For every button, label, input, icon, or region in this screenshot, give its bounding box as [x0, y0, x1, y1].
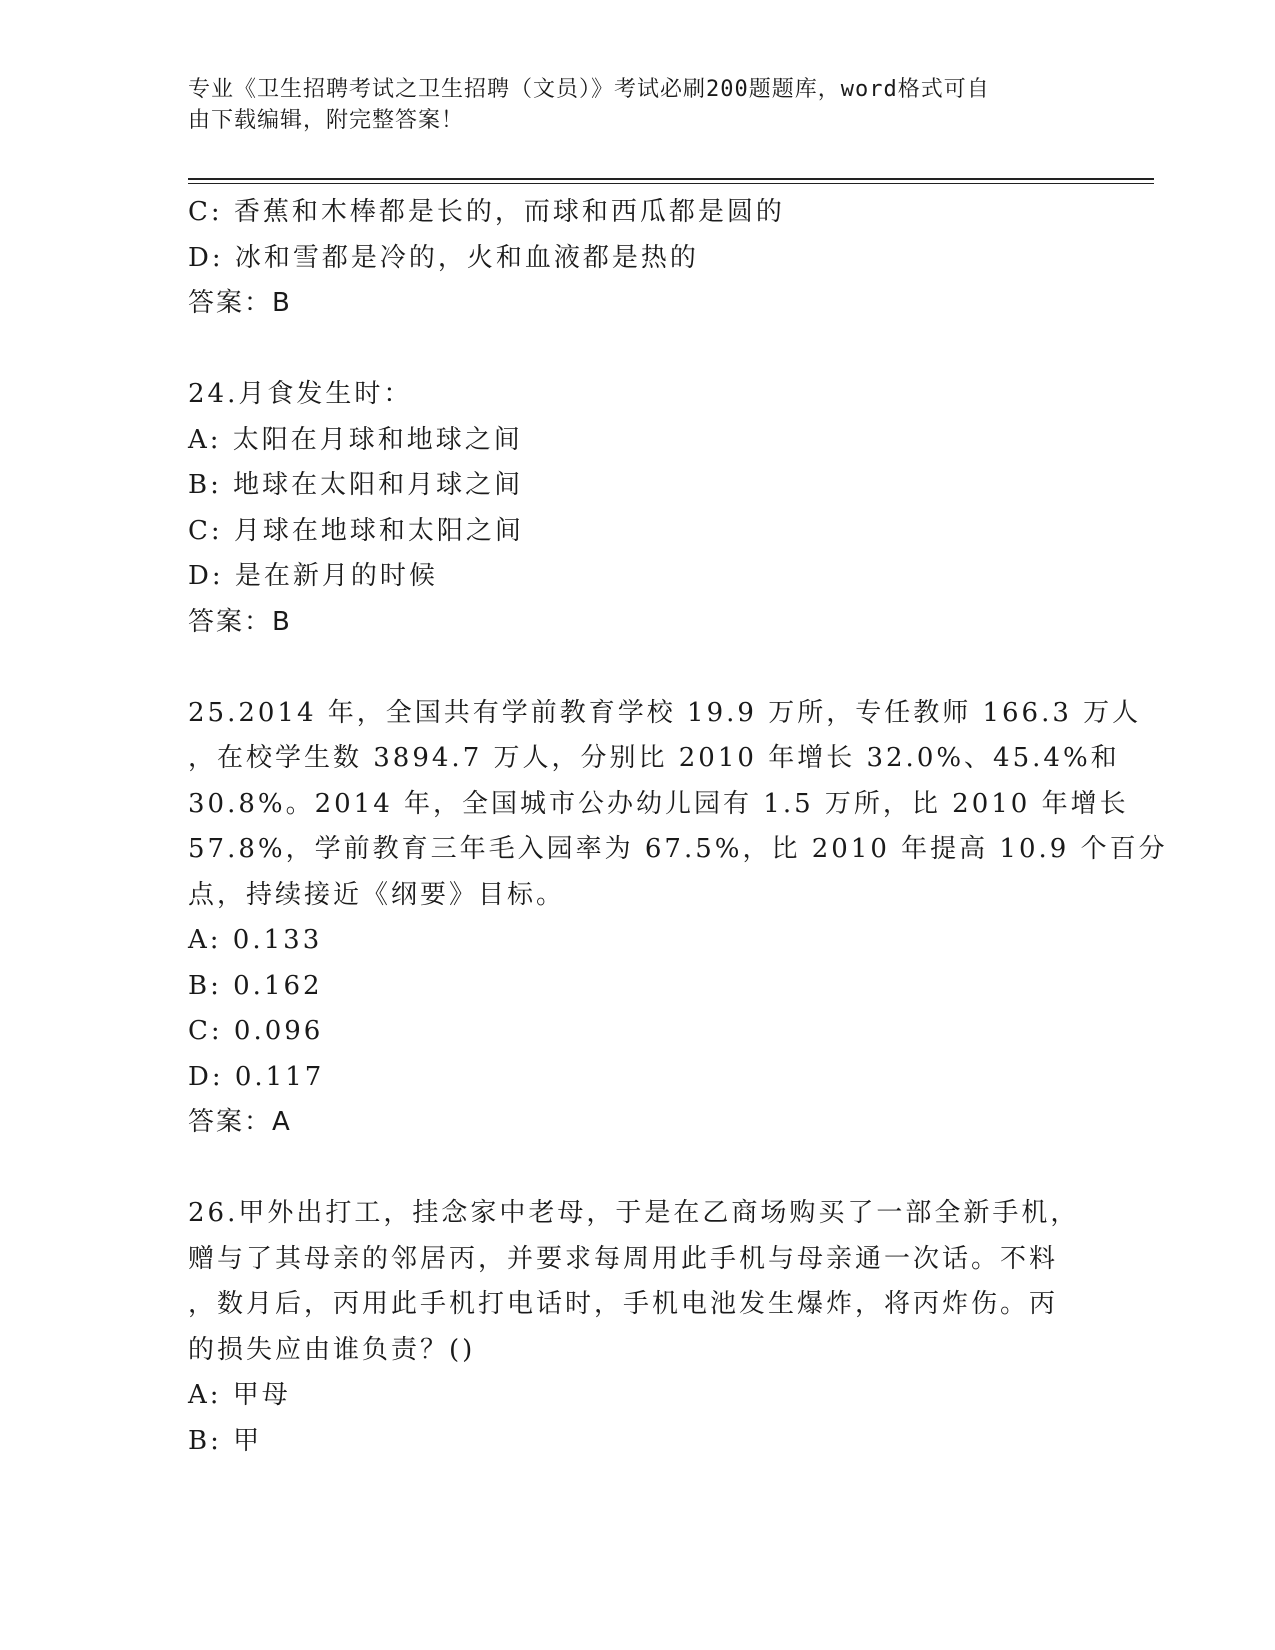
q24-option-b: B: 地球在太阳和月球之间 — [188, 470, 524, 500]
q23-option-d: D: 冰和雪都是冷的，火和血液都是热的 — [188, 242, 699, 273]
question-24 — [188, 372, 1088, 645]
q25-option-b: B: 0.162 — [188, 970, 323, 1001]
question-25 — [188, 691, 1168, 1146]
q26-option-b: B: 甲 — [188, 1425, 263, 1456]
spacer — [188, 327, 1088, 373]
q24-question: 24.月食发生时： — [188, 379, 413, 409]
question-26 — [188, 1191, 1088, 1464]
question-23 — [188, 190, 1088, 327]
q25-question-line: ，在校学生数 3894.7 万人，分别比 2010 年增长 32.0%、45.4%和 — [188, 743, 1120, 773]
q26-question-line: 26.甲外出打工，挂念家中老母，于是在乙商场购买了一部全新手机， — [188, 1198, 1080, 1228]
q25-option-d: D: 0.117 — [188, 1061, 325, 1092]
q26-question-line: 赠与了其母亲的邻居丙，并要求每周用此手机与母亲通一次话。不料 — [188, 1243, 1059, 1274]
spacer — [188, 645, 1088, 691]
header-line-2: 由下载编辑，附完整答案！ — [188, 108, 465, 133]
q25-answer: 答案：A — [188, 1107, 292, 1137]
q25-question-line: 点，持续接近《纲要》目标。 — [188, 879, 566, 910]
header-divider-thick — [188, 178, 1154, 180]
q26-question-line: 的损失应由谁负责？() — [188, 1334, 476, 1365]
q24-option-d: D: 是在新月的时候 — [188, 561, 438, 591]
q26-option-a: A: 甲母 — [188, 1380, 291, 1410]
q25-option-c: C: 0.096 — [188, 1016, 324, 1046]
q25-option-a: A: 0.133 — [188, 925, 323, 955]
q24-option-c: C: 月球在地球和太阳之间 — [188, 515, 524, 546]
q25-question-line: 30.8%。2014 年，全国城市公办幼儿园有 1.5 万所，比 2010 年增长 — [188, 788, 1129, 819]
q25-question-line: 57.8%，学前教育三年毛入园率为 67.5%，比 2010 年提高 10.9 个百分 — [188, 834, 1168, 864]
q25-question-line: 25.2014 年，全国共有学前教育学校 19.9 万所，专任教师 166.3 万人 — [188, 697, 1142, 728]
q26-question-line: ，数月后，丙用此手机打电话时，手机电池发生爆炸，将丙炸伤。丙 — [188, 1289, 1059, 1319]
q24-option-a: A: 太阳在月球和地球之间 — [188, 424, 523, 455]
document-header — [188, 74, 1068, 136]
spacer — [188, 1146, 1088, 1192]
q24-answer: 答案：B — [188, 606, 292, 637]
header-line-1: 专业《卫生招聘考试之卫生招聘（文员）》考试必刷200题题库，word格式可自 — [188, 77, 990, 102]
header-divider-thin — [188, 183, 1154, 184]
q23-option-c: C: 香蕉和木棒都是长的，而球和西瓜都是圆的 — [188, 197, 785, 227]
document-body — [188, 190, 1168, 1464]
q23-answer: 答案：B — [188, 288, 292, 318]
